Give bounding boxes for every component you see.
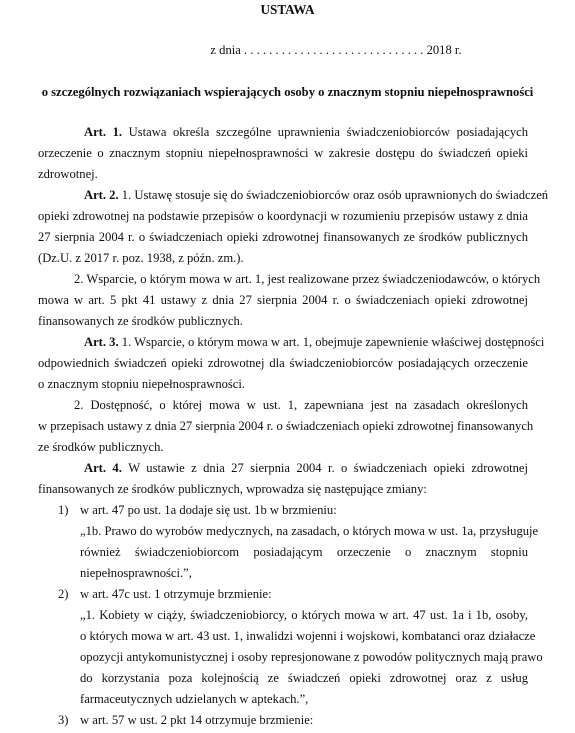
art3-line-2: odpowiednich świadczeń opieki zdrowotnej dla świadczeniobiorców posiadających orzeczenie xyxy=(38,356,528,370)
document-title: USTAWA xyxy=(260,2,315,17)
art2-label: Art. 2. xyxy=(84,188,119,202)
art4-item2-text: w art. 47c ust. 1 otrzymuje brzmienie: xyxy=(80,587,272,601)
art3-line-3: o znacznym stopniu niepełnosprawności. xyxy=(38,377,246,391)
art2-line-3: 27 sierpnia 2004 r. o świadczeniach opieki zdrowotnej finansowanych ze środków publicznych xyxy=(38,230,528,244)
art3-line-1: Art. 3. 1. Wsparcie, o którym mowa w art. 1, obejmuje zapewnienie właściwej dostępności xyxy=(84,335,545,349)
art4-item1-quote-3: niepełnosprawności.”, xyxy=(80,566,192,580)
art4-item1-text: w art. 47 po ust. 1a dodaje się ust. 1b w brzmieniu: xyxy=(80,503,337,517)
art4-item1-quote-1: „1b. Prawo do wyrobów medycznych, na zasadach, o których mowa w ust. 1a, przysługuje xyxy=(80,524,539,538)
date-line: z dnia . . . . . . . . . . . . . . . . . . . . . . . . . . . . . 2018 r. xyxy=(210,43,462,57)
art3-par2-line-1: 2. Dostępność, o której mowa w ust. 1, zapewniana jest na zasadach określonych xyxy=(74,398,528,412)
art4-item3-text: w art. 57 w ust. 2 pkt 14 otrzymuje brzmienie: xyxy=(80,713,314,727)
art4-item2-quote-4: do korzystania poza kolejnością ze świadczeń opieki zdrowotnej oraz z usług xyxy=(80,671,528,685)
art4-label: Art. 4. xyxy=(84,461,122,475)
art1-label: Art. 1. xyxy=(84,125,123,139)
art1-line-3: zdrowotnej. xyxy=(38,167,98,181)
art4-item2-quote-1: „1. Kobiety w ciąży, świadczeniobiorcy, o których mowa w art. 47 ust. 1a i 1b, osoby, xyxy=(80,608,528,622)
art2-par2-line-1: 2. Wsparcie, o którym mowa w art. 1, jest realizowane przez świadczeniodawców, o których xyxy=(74,272,541,286)
art4-item2-quote-2: o których mowa w art. 43 ust. 1, inwalidzi wojenni i wojskowi, kombatanci oraz działacze xyxy=(80,629,536,643)
art1-line-1: Art. 1. Ustawa określa szczególne uprawnienia świadczeniobiorców posiadających xyxy=(84,125,529,139)
art4-line-2: finansowanych ze środków publicznych, wprowadza się następujące zmiany: xyxy=(38,482,427,496)
art3-par2-line-2: w przepisach ustawy z dnia 27 sierpnia 2004 r. o świadczeniach opieki zdrowotnej finansowanych xyxy=(38,419,534,433)
art2-line-4: (Dz.U. z 2017 r. poz. 1938, z późn. zm.). xyxy=(38,251,244,265)
art4-item1-number: 1) xyxy=(58,503,69,517)
art2-line-1: Art. 2. 1. Ustawę stosuje się do świadczeniobiorców oraz osób uprawnionych do świadczeń xyxy=(84,188,549,202)
art2-par2-line-3: finansowanych ze środków publicznych. xyxy=(38,314,243,328)
art1-line-2: orzeczenie o znacznym stopniu niepełnosprawności w zakresie dostępu do świadczeń opieki xyxy=(38,146,528,160)
art2-par2-line-2: mowa w art. 5 pkt 41 ustawy z dnia 27 sierpnia 2004 r. o świadczeniach opieki zdrowotnej xyxy=(38,293,528,307)
art4-item2-number: 2) xyxy=(58,587,69,601)
art4-item1-quote-2: również świadczeniobiorcom posiadającym orzeczenie o znacznym stopniu xyxy=(80,545,528,559)
document-subtitle: o szczególnych rozwiązaniach wspierających osoby o znacznym stopniu niepełnosprawności xyxy=(41,85,534,99)
art2-line-2: opieki zdrowotnej na podstawie przepisów o koordynacji w rozumieniu przepisów ustawy z dnia xyxy=(38,209,528,223)
art4-line-1: Art. 4. W ustawie z dnia 27 sierpnia 2004 r. o świadczeniach opieki zdrowotnej xyxy=(84,461,528,475)
art4-item2-quote-5: farmaceutycznych udzielanych w aptekach.”, xyxy=(80,692,309,706)
art4-item3-number: 3) xyxy=(58,713,69,727)
art3-par2-line-3: ze środków publicznych. xyxy=(38,440,164,454)
art4-item2-quote-3: opozycji antykomunistycznej i osoby represjonowane z powodów politycznych mają prawo xyxy=(80,650,543,664)
art3-label: Art. 3. xyxy=(84,335,119,349)
